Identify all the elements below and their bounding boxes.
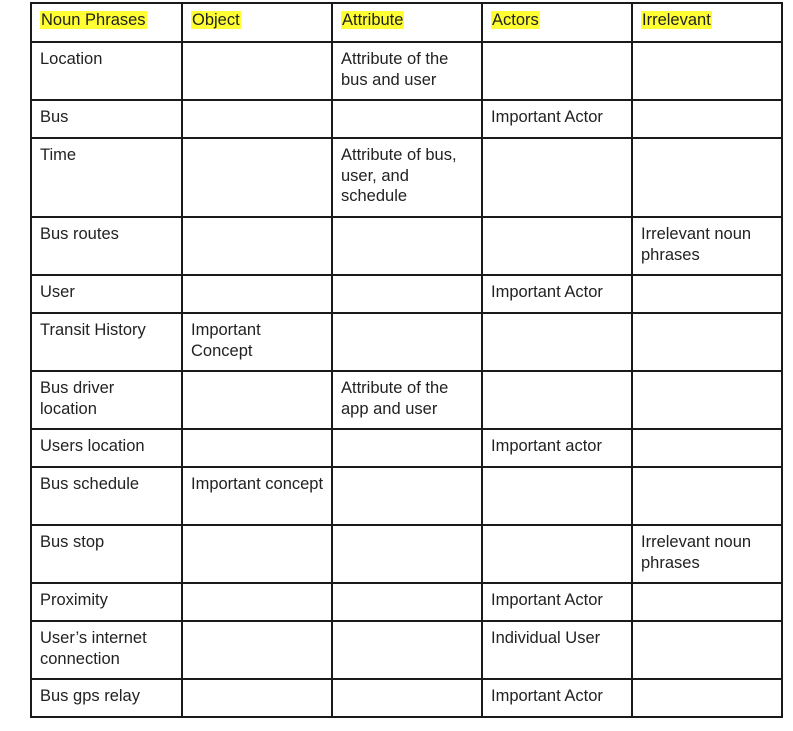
table-cell: [482, 138, 632, 217]
table-cell: [182, 525, 332, 583]
table-cell: [482, 313, 632, 371]
table-cell: [182, 217, 332, 275]
table-cell: Bus routes: [31, 217, 182, 275]
table-cell: Transit History: [31, 313, 182, 371]
table-cell: [332, 679, 482, 717]
table-row: [31, 679, 782, 717]
header-label: Attribute: [342, 11, 404, 29]
header-label: Object: [192, 11, 240, 29]
table-cell: Irrelevant noun phrases: [632, 525, 782, 583]
table-cell: [332, 429, 482, 467]
table-cell: Important Actor: [482, 583, 632, 621]
table-cell: [482, 467, 632, 525]
table-cell: Bus schedule: [31, 467, 182, 525]
table-cell: [182, 621, 332, 679]
table-cell: [182, 42, 332, 100]
table-cell: [632, 679, 782, 717]
table-cell: Bus: [31, 100, 182, 138]
table-cell: Attribute of bus, user, and schedule: [332, 138, 482, 217]
header-label: Noun Phrases: [41, 11, 146, 29]
table-row: [31, 621, 782, 679]
noun-phrase-table-container: [30, 2, 781, 718]
table-cell: User: [31, 275, 182, 313]
header-label: Irrelevant: [642, 11, 711, 29]
table-cell: [182, 583, 332, 621]
header-noun-phrases: [31, 3, 182, 42]
table-row: [31, 100, 782, 138]
table-cell: Proximity: [31, 583, 182, 621]
table-cell: [482, 217, 632, 275]
table-cell: [332, 100, 482, 138]
table-row: [31, 42, 782, 100]
table-cell: [632, 467, 782, 525]
table-cell: [482, 525, 632, 583]
table-cell: Important Concept: [182, 313, 332, 371]
table-row: [31, 429, 782, 467]
table-cell: Important Actor: [482, 100, 632, 138]
header-actors: [482, 3, 632, 42]
table-cell: User’s internet connection: [31, 621, 182, 679]
table-cell: Bus gps relay: [31, 679, 182, 717]
table-row: [31, 467, 782, 525]
table-cell: [632, 313, 782, 371]
table-row: [31, 275, 782, 313]
table-cell: [182, 679, 332, 717]
table-cell: [632, 275, 782, 313]
table-cell: Important Actor: [482, 275, 632, 313]
table-cell: [332, 621, 482, 679]
table-cell: [332, 583, 482, 621]
table-row: [31, 371, 782, 429]
table-row: [31, 525, 782, 583]
table-cell: [632, 138, 782, 217]
table-cell: [632, 621, 782, 679]
table-cell: [482, 42, 632, 100]
table-cell: [182, 100, 332, 138]
table-cell: [632, 42, 782, 100]
table-cell: [632, 100, 782, 138]
table-cell: [482, 371, 632, 429]
table-cell: [332, 525, 482, 583]
table-row: [31, 313, 782, 371]
table-cell: [332, 467, 482, 525]
table-cell: Important concept: [182, 467, 332, 525]
table-cell: [632, 371, 782, 429]
table-row: [31, 138, 782, 217]
table-cell: Attribute of the app and user: [332, 371, 482, 429]
table-row: [31, 217, 782, 275]
table-cell: Time: [31, 138, 182, 217]
header-object: [182, 3, 332, 42]
table-cell: [182, 371, 332, 429]
table-cell: Users location: [31, 429, 182, 467]
header-label: Actors: [492, 11, 539, 29]
table-cell: [632, 429, 782, 467]
table-cell: Bus driver location: [31, 371, 182, 429]
header-row: [31, 3, 782, 42]
table-cell: Important Actor: [482, 679, 632, 717]
table-cell: [332, 217, 482, 275]
noun-phrase-table: [30, 2, 783, 718]
table-cell: [182, 429, 332, 467]
table-cell: Attribute of the bus and user: [332, 42, 482, 100]
table-cell: [332, 275, 482, 313]
table-cell: Bus stop: [31, 525, 182, 583]
table-cell: [182, 275, 332, 313]
table-cell: [182, 138, 332, 217]
table-cell: Irrelevant noun phrases: [632, 217, 782, 275]
table-cell: Important actor: [482, 429, 632, 467]
table-cell: Location: [31, 42, 182, 100]
table-cell: Individual User: [482, 621, 632, 679]
header-irrelevant: [632, 3, 782, 42]
header-attribute: [332, 3, 482, 42]
table-cell: [332, 313, 482, 371]
table-cell: [632, 583, 782, 621]
table-row: [31, 583, 782, 621]
